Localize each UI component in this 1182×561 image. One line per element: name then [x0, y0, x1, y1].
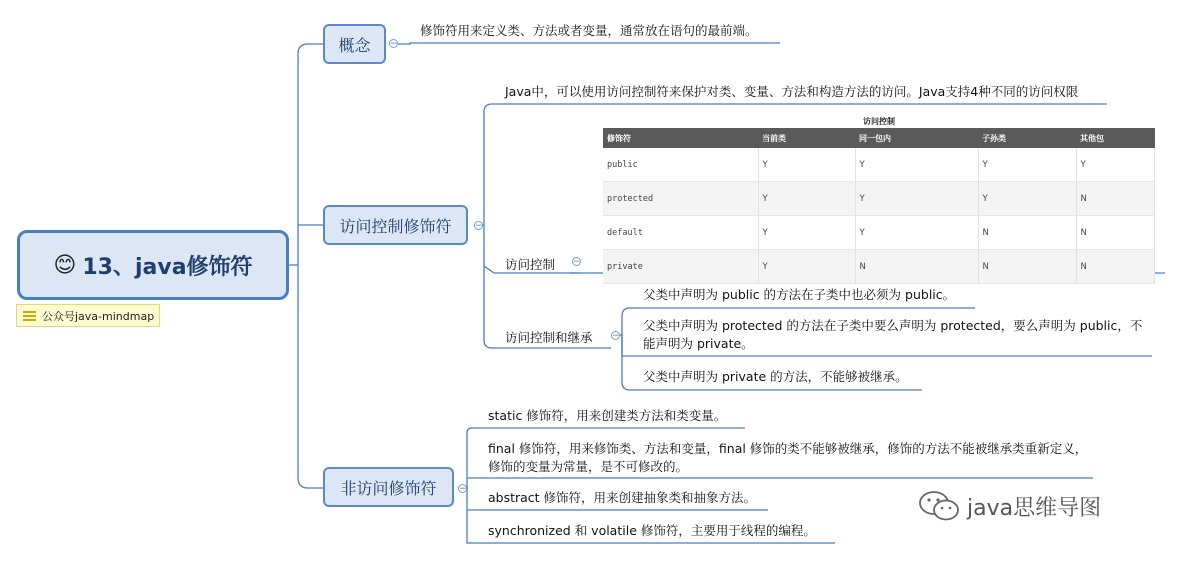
node-access-label: 访问控制修饰符: [339, 216, 452, 236]
access-control-table: [603, 115, 1155, 284]
non-access-item: abstract 修饰符，用来创建抽象类和抽象方法。: [488, 490, 757, 505]
table-row: [603, 182, 1155, 216]
collapse-icon[interactable]: −: [573, 257, 581, 267]
collapse-icon[interactable]: −: [475, 221, 483, 231]
central-title: 13、java修饰符: [82, 254, 253, 280]
node-non-access-modifiers[interactable]: [323, 467, 454, 507]
table-cell: Y: [855, 182, 978, 216]
table-header: 修饰符: [603, 128, 758, 148]
inherit-item: 父类中声明为 private 的方法，不能够被继承。: [643, 369, 908, 384]
watermark-text: java思维导图: [967, 495, 1102, 521]
table-cell: Y: [855, 148, 978, 182]
table-cell: private: [603, 250, 758, 284]
inherit-item: 父类中声明为 public 的方法在子类中也必须为 public。: [643, 287, 956, 302]
table-cell: N: [1076, 182, 1155, 216]
table-cell: Y: [978, 148, 1076, 182]
concept-text: 修饰符用来定义类、方法或者变量，通常放在语句的最前端。: [420, 23, 758, 38]
node-concept-label: 概念: [338, 35, 371, 55]
table-cell: Y: [855, 216, 978, 250]
node-access-modifiers[interactable]: [323, 205, 468, 245]
table-cell: Y: [1076, 148, 1155, 182]
source-label[interactable]: [16, 304, 160, 327]
table-cell: Y: [758, 148, 855, 182]
table-cell: Y: [978, 182, 1076, 216]
wechat-icon: [917, 489, 961, 523]
access-intro-text: Java中，可以使用访问控制符来保护对类、变量、方法和构造方法的访问。Java支持4种不同的访问权限: [505, 84, 1079, 99]
node-concept[interactable]: [323, 24, 386, 64]
table-cell: N: [1076, 216, 1155, 250]
table-cell: protected: [603, 182, 758, 216]
table-cell: default: [603, 216, 758, 250]
non-access-item: final 修饰符，用来修饰类、方法和变量，final 修饰的类不能够被继承，修饰的方法不能被继承类重新定义，修饰的变量为常量，是不可修改的。: [488, 441, 1088, 474]
table-header: 当前类: [758, 128, 855, 148]
table-cell: Y: [758, 182, 855, 216]
table-row: [603, 148, 1155, 182]
access-table-node[interactable]: 访问控制: [505, 257, 556, 272]
table-cell: N: [855, 250, 978, 284]
table-title: 访问控制: [863, 117, 895, 126]
table-cell: N: [978, 250, 1076, 284]
non-access-item: synchronized 和 volatile 修饰符，主要用于线程的编程。: [488, 523, 816, 538]
watermark: [917, 489, 1101, 523]
table-header: 同一包内: [855, 128, 978, 148]
table-row: [603, 216, 1155, 250]
node-non-access-label: 非访问修饰符: [340, 478, 437, 498]
table-header: 其他包: [1076, 128, 1155, 148]
source-label-text: 公众号java-mindmap: [42, 309, 155, 323]
table-cell: N: [1076, 250, 1155, 284]
non-access-item: static 修饰符，用来创建类方法和类变量。: [488, 408, 727, 423]
access-inherit-node[interactable]: 访问控制和继承: [505, 330, 593, 345]
central-topic[interactable]: [17, 230, 289, 300]
table-header: 子孙类: [978, 128, 1076, 148]
collapse-icon[interactable]: −: [612, 331, 620, 341]
collapse-icon[interactable]: −: [390, 39, 398, 49]
smile-emoji-icon: 😊: [53, 252, 77, 278]
table-row: [603, 250, 1155, 284]
collapse-icon[interactable]: −: [459, 484, 467, 494]
table-cell: N: [978, 216, 1076, 250]
table-cell: Y: [758, 250, 855, 284]
inherit-item: 父类中声明为 protected 的方法在子类中要么声明为 protected，要么声明为 public，不能声明为 private。: [643, 318, 1143, 351]
table-cell: public: [603, 148, 758, 182]
label-icon: [23, 311, 36, 321]
table-cell: Y: [758, 216, 855, 250]
